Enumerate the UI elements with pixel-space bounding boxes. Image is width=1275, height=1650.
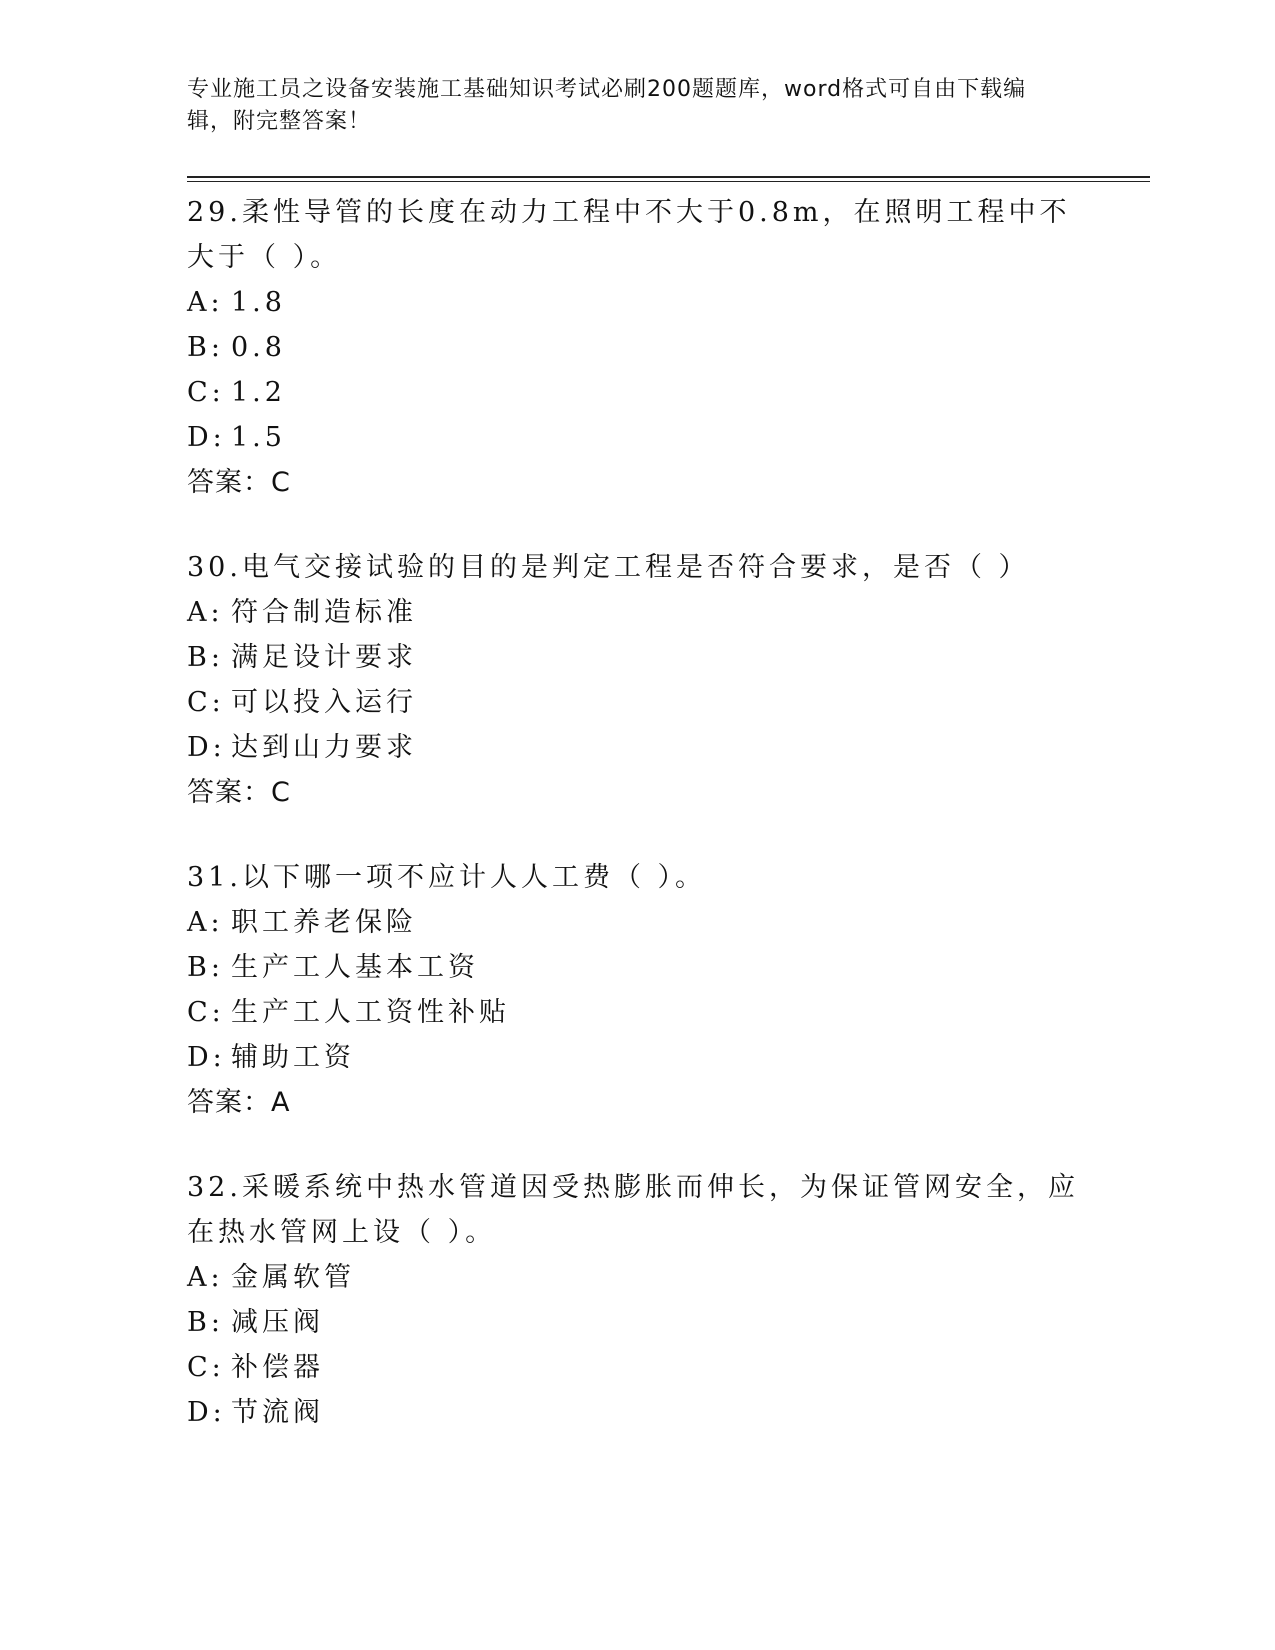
header-divider [187, 176, 1150, 178]
option-key: C: [187, 1352, 225, 1383]
option-a [187, 1255, 1087, 1300]
option-b [187, 325, 1087, 370]
option-a [187, 900, 1087, 945]
question-stem: 29.柔性导管的长度在动力工程中不大于0.8m，在照明工程中不大于（ ）。 [187, 197, 1071, 273]
option-key: C: [187, 687, 225, 718]
option-key: A: [187, 907, 224, 938]
option-a [187, 590, 1087, 635]
option-key: D: [187, 1042, 226, 1073]
option-text: 节流阀 [231, 1397, 324, 1428]
option-text: 1.8 [231, 287, 286, 318]
option-c [187, 1345, 1087, 1390]
option-key: A: [187, 597, 224, 628]
answer-line: 答案：C [187, 777, 291, 808]
option-text: 可以投入运行 [231, 687, 417, 718]
option-key: C: [187, 377, 225, 408]
option-text: 满足设计要求 [231, 642, 417, 673]
document-header: 专业施工员之设备安装施工基础知识考试必刷200题题库，word格式可自由下载编辑，附完整答案！ [187, 77, 1027, 134]
option-key: C: [187, 997, 225, 1028]
option-d [187, 415, 1087, 460]
option-key: A: [187, 287, 224, 318]
answer-line: 答案：C [187, 467, 291, 498]
option-b [187, 1300, 1087, 1345]
option-b [187, 945, 1087, 990]
option-c [187, 370, 1087, 415]
header-divider-thin [187, 181, 1150, 182]
question-30 [187, 545, 1087, 815]
option-text: 1.2 [231, 377, 286, 408]
option-b [187, 635, 1087, 680]
option-text: 0.8 [231, 332, 286, 363]
option-d [187, 725, 1087, 770]
option-key: B: [187, 1307, 224, 1338]
option-a [187, 280, 1087, 325]
option-key: D: [187, 1397, 226, 1428]
option-text: 金属软管 [231, 1262, 355, 1293]
question-29 [187, 190, 1087, 505]
question-31 [187, 855, 1087, 1125]
option-text: 补偿器 [231, 1352, 324, 1383]
answer-line: 答案：A [187, 1087, 291, 1118]
question-stem: 30.电气交接试验的目的是判定工程是否符合要求，是否（ ） [187, 552, 1030, 583]
option-c [187, 680, 1087, 725]
option-text: 达到山力要求 [231, 732, 417, 763]
option-key: B: [187, 952, 224, 983]
option-text: 1.5 [231, 422, 286, 453]
question-32 [187, 1165, 1087, 1435]
option-c [187, 990, 1087, 1035]
option-key: B: [187, 332, 224, 363]
option-key: A: [187, 1262, 224, 1293]
question-list [187, 190, 1087, 1462]
option-text: 减压阀 [231, 1307, 324, 1338]
option-text: 生产工人基本工资 [231, 952, 479, 983]
option-key: D: [187, 422, 226, 453]
option-text: 辅助工资 [231, 1042, 355, 1073]
option-text: 生产工人工资性补贴 [231, 997, 510, 1028]
option-text: 职工养老保险 [231, 907, 417, 938]
option-d [187, 1390, 1087, 1435]
question-stem: 32.采暖系统中热水管道因受热膨胀而伸长，为保证管网安全，应在热水管网上设（ ）。 [187, 1172, 1079, 1248]
option-d [187, 1035, 1087, 1080]
question-stem: 31.以下哪一项不应计人人工费（ ）。 [187, 862, 707, 893]
option-key: D: [187, 732, 226, 763]
option-key: B: [187, 642, 224, 673]
option-text: 符合制造标准 [231, 597, 417, 628]
